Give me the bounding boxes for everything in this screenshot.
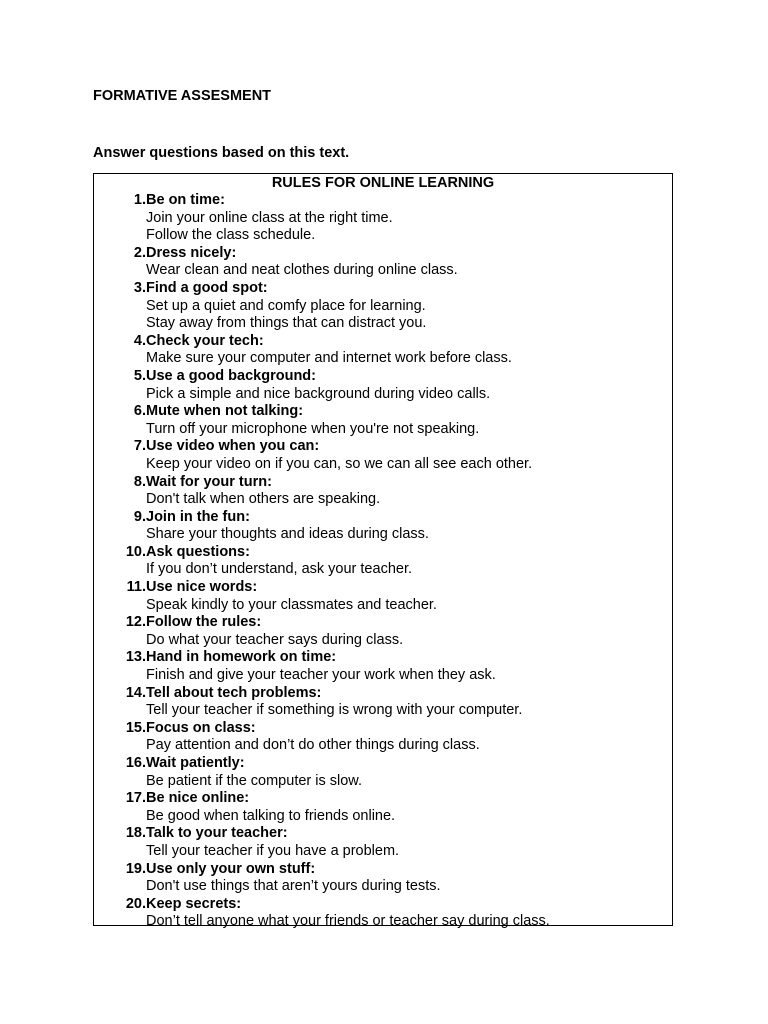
rule-title: Wait patiently: xyxy=(146,755,245,771)
rule-description: Set up a quiet and comfy place for learning. xyxy=(146,297,426,314)
rule-item xyxy=(94,685,672,720)
rule-description-line xyxy=(94,843,672,861)
rule-number: 19. xyxy=(125,860,146,877)
rule-description: Make sure your computer and internet work before class. xyxy=(146,350,512,367)
rule-description-line xyxy=(94,913,672,931)
rule-title: Hand in homework on time: xyxy=(146,649,337,666)
rule-heading-line xyxy=(94,861,672,879)
rule-item xyxy=(94,403,672,438)
rule-description-line xyxy=(94,227,672,245)
rule-heading-line xyxy=(94,333,672,351)
rule-description-line xyxy=(94,773,672,791)
rule-number: 8. xyxy=(133,473,146,490)
rule-title: Wait for your turn: xyxy=(146,473,272,490)
rules-heading: RULES FOR ONLINE LEARNING xyxy=(271,175,495,191)
rule-title: Focus on class: xyxy=(146,719,256,736)
rule-number: 4. xyxy=(133,332,146,349)
rule-description: Pick a simple and nice background during video calls. xyxy=(146,385,491,402)
rule-description: Follow the class schedule. xyxy=(146,227,316,244)
rule-title: Follow the rules: xyxy=(146,614,262,631)
rule-title: Talk to your teacher: xyxy=(146,825,288,842)
rule-heading-line xyxy=(94,403,672,421)
rule-description-line xyxy=(94,561,672,579)
rule-description-line xyxy=(94,632,672,650)
rule-description: Don't use things that aren’t yours during tests. xyxy=(146,878,441,895)
rule-title: Ask questions: xyxy=(146,543,250,560)
rule-title: Keep secrets: xyxy=(146,895,242,912)
rule-title: Use only your own stuff: xyxy=(146,860,316,877)
rule-description-line xyxy=(94,597,672,615)
rule-item xyxy=(94,192,672,245)
rule-heading-line xyxy=(94,509,672,527)
rule-heading-line xyxy=(94,192,672,210)
rules-list xyxy=(94,192,672,931)
rule-heading-line xyxy=(94,685,672,703)
rule-number: 10. xyxy=(125,543,146,560)
rule-title: Join in the fun: xyxy=(146,508,250,525)
rule-number: 7. xyxy=(133,438,146,455)
rule-description: Keep your video on if you can, so we can all see each other. xyxy=(146,455,533,472)
rule-number: 12. xyxy=(125,614,146,631)
rule-item xyxy=(94,755,672,790)
rule-number: 9. xyxy=(133,508,146,525)
rule-description-line xyxy=(94,878,672,896)
rule-description-line xyxy=(94,526,672,544)
rule-item xyxy=(94,438,672,473)
page-title: FORMATIVE ASSESMENT xyxy=(93,88,272,104)
rule-number: 17. xyxy=(125,790,146,807)
rule-item xyxy=(94,368,672,403)
rule-description-line xyxy=(94,386,672,404)
rule-description-line xyxy=(94,808,672,826)
rule-item xyxy=(94,896,672,931)
rule-number: 2. xyxy=(133,244,146,261)
rule-heading-line xyxy=(94,790,672,808)
rule-title: Find a good spot: xyxy=(146,279,268,296)
instruction-text: Answer questions based on this text. xyxy=(93,145,350,161)
rule-title: Check your tech: xyxy=(146,332,264,349)
rule-description: Share your thoughts and ideas during class. xyxy=(146,526,429,543)
rule-item xyxy=(94,245,672,280)
rule-item xyxy=(94,333,672,368)
rule-number: 5. xyxy=(133,367,146,384)
rule-description: Be patient if the computer is slow. xyxy=(146,772,362,789)
rule-description: If you don’t understand, ask your teacher. xyxy=(146,561,412,578)
rule-description-line xyxy=(94,262,672,280)
rule-number: 1. xyxy=(133,192,146,208)
rule-heading-line xyxy=(94,368,672,386)
rule-description: Tell your teacher if you have a problem. xyxy=(146,842,400,859)
rule-heading-line xyxy=(94,614,672,632)
rules-box xyxy=(93,173,673,930)
rule-number: 13. xyxy=(125,649,146,666)
rule-number: 15. xyxy=(125,719,146,736)
rule-description-line xyxy=(94,702,672,720)
rule-description: Wear clean and neat clothes during online class. xyxy=(146,262,458,279)
rule-description-line xyxy=(94,210,672,228)
rule-description: Tell your teacher if something is wrong with your computer. xyxy=(146,702,523,719)
rule-item xyxy=(94,280,672,333)
rule-heading-line xyxy=(94,896,672,914)
rule-item xyxy=(94,861,672,896)
rule-heading-line xyxy=(94,245,672,263)
rule-title: Use video when you can: xyxy=(146,438,320,455)
rule-title: Use nice words: xyxy=(146,579,258,596)
rule-heading-line xyxy=(94,720,672,738)
rule-item xyxy=(94,649,672,684)
rule-item xyxy=(94,790,672,825)
rule-description: Join your online class at the right time. xyxy=(146,209,393,226)
rule-heading-line xyxy=(94,474,672,492)
rule-number: 18. xyxy=(125,825,146,842)
rule-description: Stay away from things that can distract you. xyxy=(146,315,427,332)
rule-title: Mute when not talking: xyxy=(146,403,304,420)
rule-item xyxy=(94,614,672,649)
rule-item xyxy=(94,474,672,509)
rule-description: Don't talk when others are speaking. xyxy=(146,491,381,508)
rule-heading-line xyxy=(94,280,672,298)
rule-number: 3. xyxy=(133,279,146,296)
rule-description-line xyxy=(94,421,672,439)
rule-title: Dress nicely: xyxy=(146,244,237,261)
rule-title: Tell about tech problems: xyxy=(146,684,322,701)
rule-description-line xyxy=(94,737,672,755)
rule-description-line xyxy=(94,350,672,368)
rule-title: Be on time: xyxy=(146,192,225,208)
rule-description: Be good when talking to friends online. xyxy=(146,807,396,824)
rule-item xyxy=(94,509,672,544)
rule-description-line xyxy=(94,456,672,474)
rule-number: 11. xyxy=(126,579,146,596)
rule-description: Pay attention and don’t do other things during class. xyxy=(146,737,480,754)
rule-number: 6. xyxy=(133,403,146,420)
rule-number: 20. xyxy=(125,895,146,912)
rule-title: Be nice online: xyxy=(146,790,250,807)
rule-description: Do what your teacher says during class. xyxy=(146,631,404,648)
rule-number: 16. xyxy=(125,755,146,771)
rule-heading-line xyxy=(94,825,672,843)
rule-heading-line xyxy=(94,438,672,456)
rule-item xyxy=(94,720,672,755)
rule-description-line xyxy=(94,315,672,333)
rule-description: Don’t tell anyone what your friends or teacher say during class. xyxy=(146,913,550,930)
rule-heading-line xyxy=(94,649,672,667)
rule-description-line xyxy=(94,298,672,316)
rule-heading-line xyxy=(94,544,672,562)
rule-number: 14. xyxy=(125,684,146,701)
rule-description: Speak kindly to your classmates and teacher. xyxy=(146,596,437,613)
rule-heading-line xyxy=(94,755,672,773)
rule-title: Use a good background: xyxy=(146,367,316,384)
rule-description-line xyxy=(94,667,672,685)
rule-item xyxy=(94,579,672,614)
rule-item xyxy=(94,544,672,579)
rule-description: Finish and give your teacher your work when they ask. xyxy=(146,667,496,684)
rule-description: Turn off your microphone when you're not speaking. xyxy=(146,420,480,437)
rule-item xyxy=(94,825,672,860)
rule-description-line xyxy=(94,491,672,509)
rule-heading-line xyxy=(94,579,672,597)
